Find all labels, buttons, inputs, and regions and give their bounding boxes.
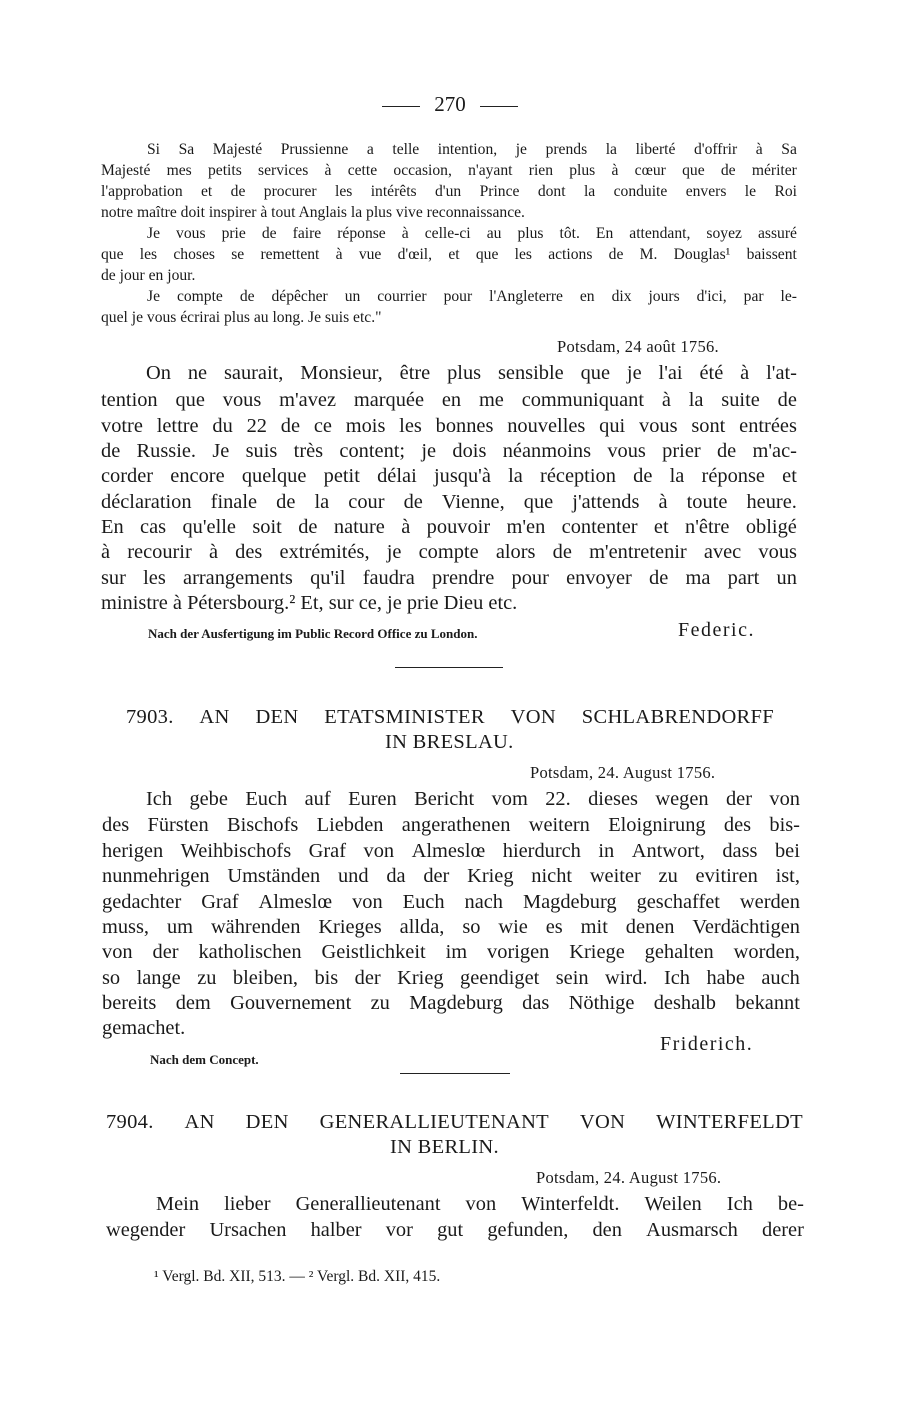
quote-line: Majesté mes petits services à cette occasion, n'ayant rien plus à cœur que de mériter — [101, 162, 797, 179]
body-line: à recourir à des extrémités, je compte alors de m'entretenir avec vous — [101, 541, 797, 563]
page-number-dash-left — [382, 106, 420, 107]
signature: Federic. — [678, 619, 755, 641]
body-line: von der katholischen Geistlichkeit im vorigen Kriege gehalten worden, — [102, 941, 800, 963]
body-line: des Fürsten Bischofs Liebden angerathenen weitern Eloignirung des bis- — [102, 814, 800, 836]
body-line: tention que vous m'avez marquée en me communiquant à la suite de — [101, 389, 797, 411]
letter-heading-location: IN BRESLAU. — [385, 731, 514, 753]
place-date: Potsdam, 24. August 1756. — [530, 763, 716, 782]
page-number-text: 270 — [434, 92, 466, 116]
body-line: muss, um währenden Krieges allda, so wie es mit denen Verdächtigen — [102, 916, 800, 938]
body-line: corder encore quelque petit délai jusqu'à la réception de la réponse et — [101, 465, 797, 487]
body-line: herigen Weihbischofs Graf von Almeslœ hierdurch in Antwort, dass bei — [102, 840, 800, 862]
letter-heading: 7904. AN DEN GENERALLIEUTENANT VON WINTERFELDT — [106, 1111, 803, 1133]
body-line: de Russie. Je suis très content; je dois néanmoins vous prier de m'ac- — [101, 440, 797, 462]
letter-heading-location: IN BERLIN. — [390, 1136, 499, 1158]
body-line: votre lettre du 22 de ce mois les bonnes nouvelles qui vous sont entrées — [101, 415, 797, 437]
page-number-dash-right — [480, 106, 518, 107]
section-divider — [395, 667, 503, 668]
body-line: gemachet. — [102, 1017, 186, 1039]
signature: Friderich. — [660, 1033, 754, 1055]
quote-line: l'approbation et de procurer les intérêts d'un Prince dont la conduite envers le Roi — [101, 183, 797, 200]
body-line: gedachter Graf Almeslœ von Euch nach Magdeburg geschaffet werden — [102, 891, 800, 913]
quote-line: Je compte de dépêcher un courrier pour l'Angleterre en dix jours d'ici, par le- — [147, 288, 797, 305]
quote-line: notre maître doit inspirer à tout Anglais la plus vive reconnaissance. — [101, 204, 525, 221]
body-line: sur les arrangements qu'il faudra prendre pour envoyer de ma part un — [101, 567, 797, 589]
place-date: Potsdam, 24 août 1756. — [557, 337, 719, 356]
quote-line: Je vous prie de faire réponse à celle-ci au plus tôt. En attendant, soyez assuré — [147, 225, 797, 242]
body-line: Ich gebe Euch auf Euren Bericht vom 22. dieses wegen der von — [146, 788, 800, 810]
quote-line: que les choses se remettent à vue d'œil, et que les actions de M. Douglas¹ baissent — [101, 246, 797, 263]
body-line: Mein lieber Generallieutenant von Winterfeldt. Weilen Ich be- — [156, 1193, 804, 1215]
body-line: En cas qu'elle soit de nature à pouvoir m'en contenter et n'être obligé — [101, 516, 797, 538]
footnotes: ¹ Vergl. Bd. XII, 513. — ² Vergl. Bd. XII, 415. — [154, 1268, 441, 1285]
source-note: Nach dem Concept. — [150, 1052, 259, 1067]
body-line: déclaration finale de la cour de Vienne, que j'attends à toute heure. — [101, 491, 797, 513]
body-line: nunmehrigen Umständen und da der Krieg nicht weiter zu evitiren ist, — [102, 865, 800, 887]
section-divider — [400, 1073, 510, 1074]
quote-line: Si Sa Majesté Prussienne a telle intention, je prends la liberté d'offrir à Sa — [147, 141, 797, 158]
place-date: Potsdam, 24. August 1756. — [536, 1168, 722, 1187]
quote-line: de jour en jour. — [101, 267, 196, 284]
body-line: ministre à Pétersbourg.² Et, sur ce, je prie Dieu etc. — [101, 592, 518, 614]
body-line: so lange zu bleiben, bis der Krieg geendiget sein wird. Ich habe auch — [102, 967, 800, 989]
page-number — [0, 92, 900, 117]
body-line: On ne saurait, Monsieur, être plus sensible que je l'ai été à l'at- — [146, 362, 797, 384]
letter-heading: 7903. AN DEN ETATSMINISTER VON SCHLABRENDORFF — [126, 706, 774, 728]
quote-line: quel je vous écrirai plus au long. Je suis etc." — [101, 309, 382, 326]
source-note: Nach der Ausfertigung im Public Record Office zu London. — [148, 626, 478, 641]
body-line: bereits dem Gouvernement zu Magdeburg das Nöthige deshalb bekannt — [102, 992, 800, 1014]
body-line: wegender Ursachen halber vor gut gefunden, den Ausmarsch derer — [106, 1219, 804, 1241]
